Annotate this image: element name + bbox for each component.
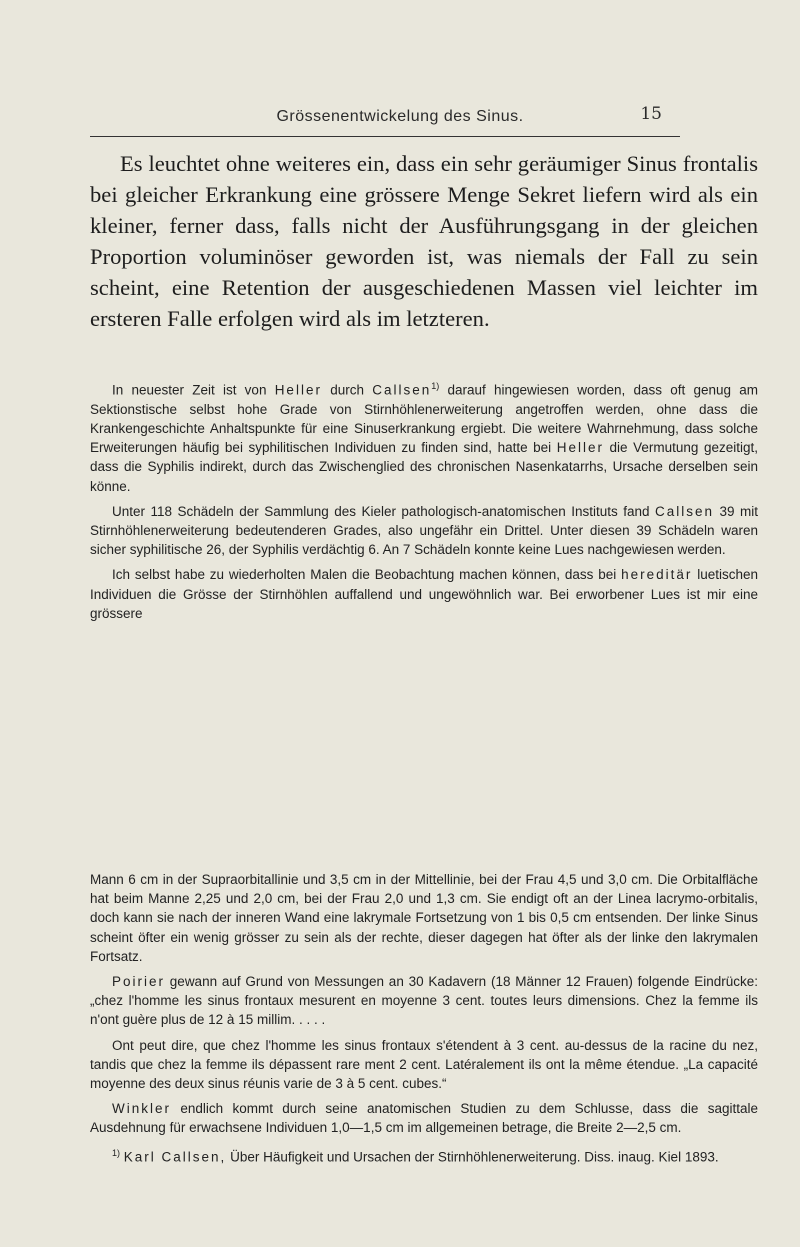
text-run: gewann auf Grund von Messungen an 30 Kadavern (18 Männer 12 Frauen) folgende Eindrücke: „chez l'homme les sinus frontaux mesurent en moyenne 3 cent. toutes leurs dimensions. Chez la femme ils n'ont guère plus de 12 à 15 millim. . . . . [90, 974, 758, 1028]
paragraph-hereditaer [90, 565, 758, 623]
paragraph-french-quote: Ont peut dire, que chez l'homme les sinus frontaux s'étendent à 3 cent. au-dessus de la racine du nez, tandis que chez la femme ils dépassent rare ment 2 cent. Latéralement ils ont la même étendue. „La capacité moyenne des deux sinus réunis varie de 3 à 5 cent. cubes.“ [90, 1037, 758, 1092]
author-name: Callsen [372, 382, 432, 398]
paragraph-winkler [90, 1099, 758, 1137]
paragraph-poirier [90, 972, 758, 1030]
footnote-text: Über Häufigkeit und Ursachen der Stirnhöhlenerweiterung. Diss. inaug. Kiel 1893. [230, 1149, 719, 1165]
text-run: darauf hingewiesen worden, dass oft genug am Sektionstische selbst hohe Grade von Stirnhöhlenerweiterung angetroffen werden, ohne dass die Krankengeschichte Anhaltspunkte für eine Sinuserkrankung ergiebt. Die weitere Wahrnehmung, dass solche Erweiterungen häufig bei syphilitischen Individuen zu finden sind, hatte bei [90, 382, 758, 456]
running-title: Grössenentwickelung des Sinus. [276, 108, 524, 125]
author-name: Callsen [654, 503, 715, 519]
author-name: Heller [556, 440, 604, 456]
paragraph-kieler-schaedel [90, 502, 758, 560]
text-run: Ich selbst habe zu wiederholten Malen die Beobachtung machen können, dass bei [112, 567, 617, 583]
author-name: Heller [274, 382, 322, 398]
text-run: 39 mit Stirnhöhlenerweiterung bedeutenderen Grades, also ungefähr ein Drittel. Unter diesen 39 Schädeln waren sicher syphilitische 26, der Syphilis verdächtig 6. An 7 Schädeln konnte keine Lues nachgewiesen werden. [90, 503, 758, 558]
emphasized-word: hereditär [621, 567, 693, 583]
header-rule [90, 136, 680, 137]
text-run: In neuester Zeit ist von [112, 382, 267, 398]
author-name: Karl Callsen, [123, 1149, 227, 1165]
page-number: 15 [640, 104, 662, 124]
author-name: Poirier [112, 974, 166, 990]
text-run: Unter 118 Schädeln der Sammlung des Kieler pathologisch-anatomischen Instituts fand [112, 503, 650, 519]
text-run: endlich kommt durch seine anatomischen Studien zu dem Schlusse, dass die sagittale Ausdehnung für erwachsene Individuen 1,0—1,5 cm im allgemeinen betrage, die Breite 2—2,5 cm. [90, 1101, 758, 1136]
text-run: luetischen Individuen die Grösse der Stirnhöhlen auffallend und ungewöhnlich war. Bei erworbener Lues ist mir eine grössere [90, 567, 758, 621]
author-name: Winkler [112, 1101, 172, 1117]
paragraph-measurements: Mann 6 cm in der Supraorbitallinie und 3,5 cm in der Mittellinie, bei der Frau 4,5 und 3,0 cm. Die Orbitalfläche hat beim Manne 2,25 und 2,0 cm, bei der Frau 2,0 und 1,3 cm. Sie endigt oft an der Linea lacrymo-orbitalis, doch kann sie nach der inneren Wand eine lakrymale Fortsetzung von 1 bis 0,5 cm entsenden. Der linke Sinus scheint öfter ein wenig grösser zu sein als der rechte, dieser dagegen hat öfter als der linke den lakrymalen Fortsatz. [90, 872, 758, 964]
small-print-section [90, 377, 758, 629]
text-run: die Vermutung gezeitigt, dass die Syphilis indirekt, durch das Zwischenglied des chronischen Nasenkatarrhs, Ursache derselben sein könne. [90, 440, 758, 494]
small-print-continuation [90, 870, 758, 1172]
footnote-marker: 1) [112, 1147, 121, 1158]
footnote [90, 1144, 758, 1167]
running-head [90, 104, 710, 140]
paragraph-heller-callsen [90, 377, 758, 496]
text-run: durch [330, 382, 364, 398]
footnote-reference: 1) [431, 381, 440, 391]
main-paragraph: Es leuchtet ohne weiteres ein, dass ein sehr geräumiger Sinus frontalis bei gleicher Erkrankung eine grössere Menge Sekret liefern wird als ein kleiner, ferner dass, falls nicht der Ausführungsgang in der gleichen Proportion voluminöser geworden ist, was niemals der Fall zu sein scheint, eine Retention der ausgeschiedenen Massen viel leichter im ersteren Falle erfolgen wird als im letzteren. [90, 151, 758, 331]
